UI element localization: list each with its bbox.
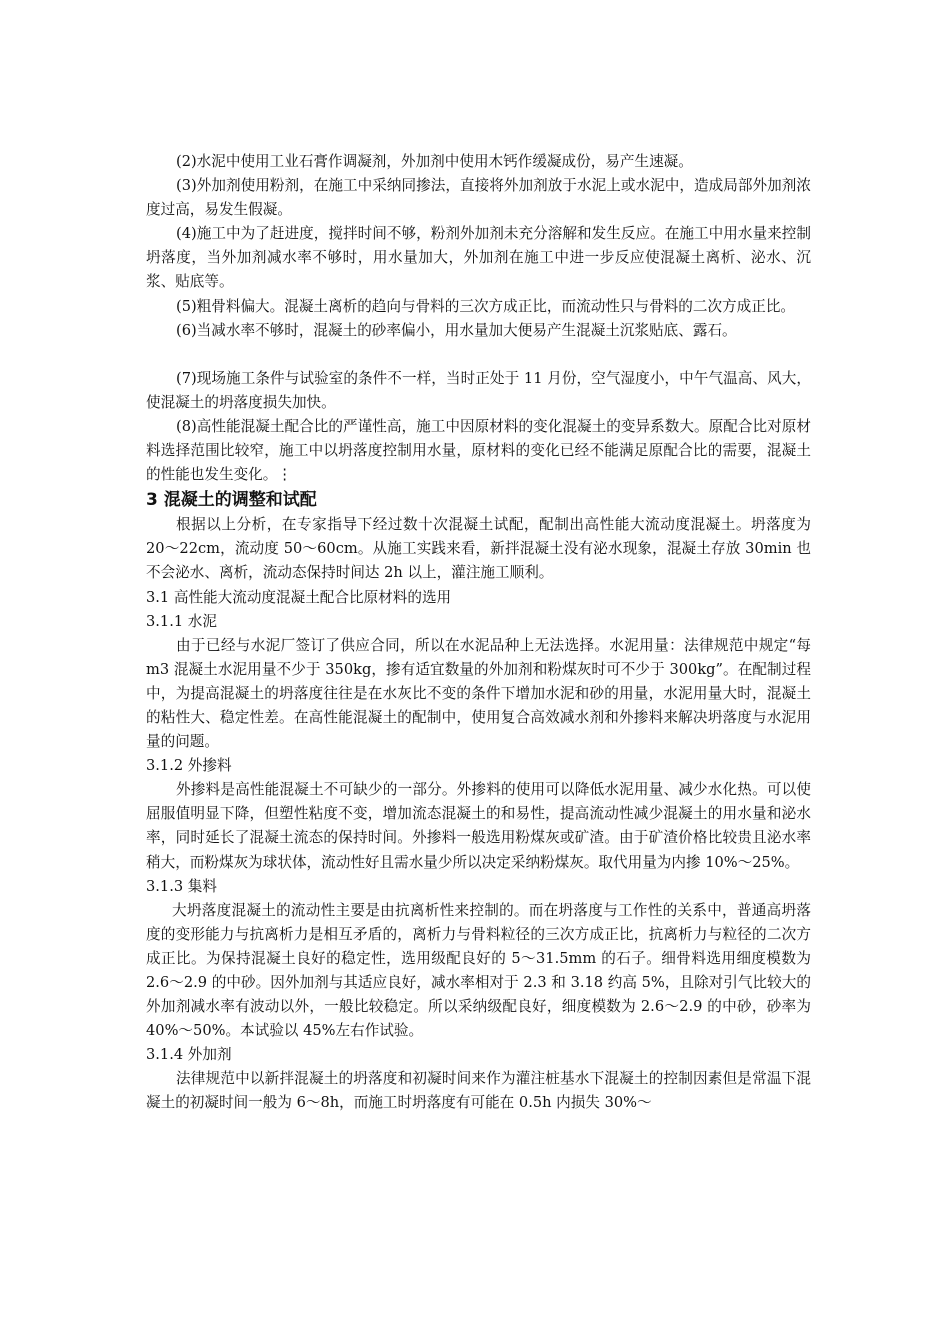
section-3-intro: 根据以上分析，在专家指导下经过数十次混凝土试配，配制出高性能大流动度混凝土。坍落度为 20～22cm，流动度 50～60cm。从施工实践来看，新拌混凝土没有泌水现象，混凝土存放 30min 也不会泌水、离析，流动态保持时间达 2h 以上，灌注施工顺利。 (146, 516, 811, 582)
paragraph-item-3: (3)外加剂使用粉剂，在施工中采纳同掺法，直接将外加剂放于水泥上或水泥中，造成局部外加剂浓度过高，易发生假凝。 (146, 177, 811, 219)
paragraph-item-5: (5)粗骨料偏大。混凝土离析的趋向与骨料的三次方成正比，而流动性只与骨料的二次方成正比。 (176, 297, 796, 315)
paragraph-gap (146, 343, 811, 367)
subsection-3-1-4-heading: 3.1.4 外加剂 (146, 1046, 232, 1064)
paragraph-item-6: (6)当减水率不够时，混凝土的砂率偏小，用水量加大便易产生混凝土沉浆贴底、露石。 (176, 321, 737, 339)
subsection-3-1-2-heading: 3.1.2 外掺料 (146, 757, 232, 775)
paragraph-item-8: (8)高性能混凝土配合比的严谨性高，施工中因原材料的变化混凝土的变异系数大。原配合比对原材料选择范围比较窄，施工中以坍落度控制用水量，原材料的变化已经不能满足原配合比的需要，混凝土的性能也发生变化。⋮ (146, 417, 811, 484)
subsection-3-1-1-heading: 3.1.1 水泥 (146, 612, 217, 630)
paragraph-item-4: (4)施工中为了赶进度，搅拌时间不够，粉剂外加剂未充分溶解和发生反应。在施工中用水量来控制坍落度，当外加剂减水率不够时，用水量加大，外加剂在施工中进一步反应使混凝土离析、泌水、沉浆、贴底等。 (146, 225, 811, 291)
subsection-3-1-2-text: 外掺料是高性能混凝土不可缺少的一部分。外掺料的使用可以降低水泥用量、减少水化热。可以使屈服值明显下降，但塑性粘度不变，增加流态混凝土的和易性，提高流动性减少混凝土的用水量和泌水率，同时延长了混凝土流态的保持时间。外掺料一般选用粉煤灰或矿渣。由于矿渣价格比较贵且泌水率稍大，而粉煤灰为球状体，流动性好且需水量少所以决定采纳粉煤灰。取代用量为内掺 10%～25%。 (146, 781, 811, 871)
subsection-3-1-4-text: 法律规范中以新拌混凝土的坍落度和初凝时间来作为灌注桩基水下混凝土的控制因素但是常温下混凝土的初凝时间一般为 6～8h，而施工时坍落度有可能在 0.5h 内损失 30%～ (146, 1070, 811, 1112)
paragraph-item-7: (7)现场施工条件与试验室的条件不一样，当时正处于 11 月份，空气湿度小，中午气温高、风大，使混凝土的坍落度损失加快。 (146, 369, 811, 411)
paragraph-item-2: (2)水泥中使用工业石膏作调凝剂，外加剂中使用木钙作缓凝成份，易产生速凝。 (176, 153, 693, 170)
subsection-3-1-3-heading: 3.1.3 集料 (146, 877, 217, 895)
document-body (146, 150, 811, 1116)
subsection-3-1-3-text: 大坍落度混凝土的流动性主要是由抗离析性来控制的。而在坍落度与工作性的关系中，普通高坍落度的变形能力与抗离析力是相互矛盾的，离析力与骨料粒径的三次方成正比，抗离析力与粒径的二次方成正比。为保持混凝土良好的稳定性，选用级配良好的 5～31.5mm 的石子。细骨料选用细度模数为 2.6～2.9 的中砂。因外加剂与其适应良好，减水率相对于 2.3 和 3.18 约高 5%，且除对引气比较大的外加剂减水率有波动以外，一般比较稳定。所以采纳级配良好，细度模数为 2.6～2.9 的中砂，砂率为 40%～50%。本试验以 45%左右作试验。 (146, 901, 811, 1040)
section-3-heading: 3 混凝土的调整和试配 (146, 490, 317, 511)
subsection-3-1-1-text: 由于已经与水泥厂签订了供应合同，所以在水泥品种上无法选择。水泥用量：法律规范中规定“每 m3 混凝土水泥用量不少于 350kg，掺有适宜数量的外加剂和粉煤灰时可不少于 300kg”。在配制过程中，为提高混凝土的坍落度往往是在水灰比不变的条件下增加水泥和砂的用量，水泥用量大时，混凝土的粘性大、稳定性差。在高性能混凝土的配制中，使用复合高效减水剂和外掺料来解决坍落度与水泥用量的问题。 (146, 636, 811, 751)
subsection-3-1-heading: 3.1 高性能大流动度混凝土配合比原材料的选用 (146, 588, 452, 606)
